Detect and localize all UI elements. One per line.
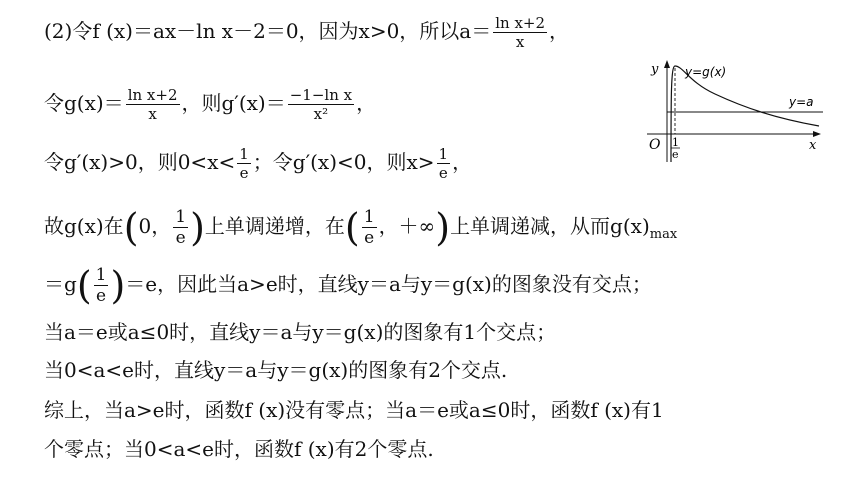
fraction-one-over-e: $\frac{1}{e}$ xyxy=(239,145,249,182)
function-graph xyxy=(645,56,825,166)
line-9: 个零点；当0<a<e时，函数f (x)有2个零点. xyxy=(44,437,434,461)
line-6: 当a＝e或a≤0时，直线y＝a与y＝g(x)的图象有1个交点； xyxy=(44,320,557,344)
line-2: 令g(x)＝ $\frac{\text{ln x+2}}{x}$ ，则g′(x)＝ $\frac{\text{−1−ln x}}{\text{x²}}$ ， xyxy=(44,86,377,123)
fraction-a: $\frac{\text{ln x+2}}{x}$ xyxy=(495,14,546,51)
fraction-one-over-e: $\frac{1}{e}$ xyxy=(95,265,107,306)
line-y-equals-a-label: y=a xyxy=(789,95,814,109)
line-8: 综上，当a>e时，函数f (x)没有零点；当a＝e或a≤0时，函数f (x)有1 xyxy=(44,398,664,422)
line-1: (2)令f (x)＝ax－ln x－2＝0，因为x>0，所以a＝ $\frac{\text{ln x+2}}{x}$ ， xyxy=(44,14,570,51)
line-4: 故g(x)在(0， $\frac{1}{e}$ )上单调递增，在( $\frac{1}{e}$ ，＋∞)上单调递减，从而$g(x)_{max}$ xyxy=(44,205,678,250)
x-axis-label: x xyxy=(809,138,817,153)
y-axis-label: y xyxy=(651,62,659,77)
fraction-one-over-e: $\frac{1}{e}$ xyxy=(175,207,187,248)
fraction-g-prime: $\frac{\text{−1−ln x}}{\text{x²}}$ xyxy=(289,86,353,123)
fraction-g: $\frac{\text{ln x+2}}{x}$ xyxy=(127,86,178,123)
y-axis-arrow-icon xyxy=(664,60,670,68)
line-7: 当0<a<e时，直线y＝a与y＝g(x)的图象有2个交点. xyxy=(44,358,508,382)
tick-den: e xyxy=(672,148,679,161)
origin-label: O xyxy=(649,137,661,153)
curve-g-label: y=g(x) xyxy=(685,65,727,79)
fraction-one-over-e: $\frac{1}{e}$ xyxy=(363,207,375,248)
tick-num: 1 xyxy=(672,136,679,149)
line-3: 令g′(x)>0，则0<x< $\frac{1}{e}$ ；令g′(x)<0，则x> $\frac{1}{e}$ ， xyxy=(44,145,473,182)
fraction-one-over-e: $\frac{1}{e}$ xyxy=(438,145,449,182)
curve-g xyxy=(671,66,819,162)
x-axis-arrow-icon xyxy=(813,131,821,137)
line-1-text: (2)令f (x)＝ax－ln x－2＝0，因为x>0，所以a＝ xyxy=(44,19,492,43)
line-5: ＝g( $\frac{1}{e}$ )＝e，因此当a>e时，直线y＝a与y＝g(x)的图象没有交点； xyxy=(44,263,652,308)
